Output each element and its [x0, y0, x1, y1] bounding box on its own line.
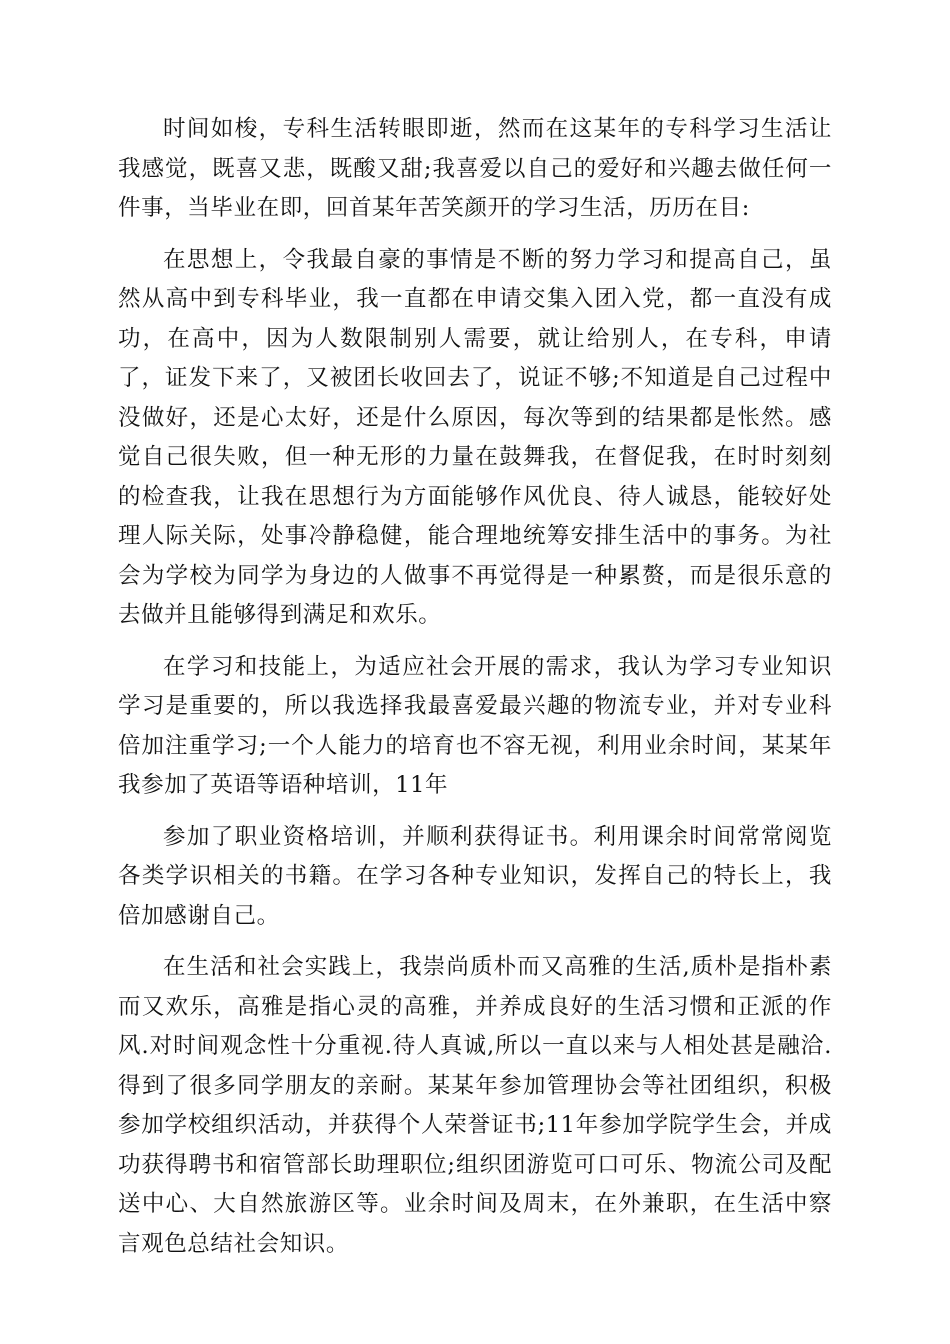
paragraph-certification: 参加了职业资格培训，并顺利获得证书。利用课余时间常常阅览各类学识相关的书籍。在学习各种专业知识，发挥自己的特长上，我倍加感谢自己。 — [118, 823, 832, 929]
document-body — [118, 110, 832, 1276]
paragraph-life-practice: 在生活和社会实践上，我崇尚质朴而又高雅的生活,质朴是指朴素而又欢乐，高雅是指心灵的高雅，并养成良好的生活习惯和正派的作风.对时间观念性十分重视.待人真诚,所以一直以来与人相处甚是融洽.得到了很多同学朋友的亲耐。某某年参加管理协会等社团组织，积极参加学校组织活动，并获得个人荣誉证书;11年参加学院学生会，并成功获得聘书和宿管部长助理职位;组织团游览可口可乐、物流公司及配送中心、大自然旅游区等。业余时间及周末，在外兼职，在生活中察言观色总结社会知识。 — [118, 954, 832, 1257]
paragraph-ideology: 在思想上，令我最自豪的事情是不断的努力学习和提高自己，虽然从高中到专科毕业，我一直都在申请交集入团入党，都一直没有成功，在高中，因为人数限制别人需要，就让给别人，在专科，申请了，证发下来了，又被团长收回去了，说证不够;不知道是自己过程中没做好，还是心太好，还是什么原因，每次等到的结果都是怅然。感觉自己很失败，但一种无形的力量在鼓舞我，在督促我，在时时刻刻的检查我，让我在思想行为方面能够作风优良、待人诚恳，能较好处理人际关际，处事冷静稳健，能合理地统筹安排生活中的事务。为社会为学校为同学为身边的人做事不再觉得是一种累赘，而是很乐意的去做并且能够得到满足和欢乐。 — [118, 246, 832, 628]
paragraph-intro: 时间如梭，专科生活转眼即逝，然而在这某年的专科学习生活让我感觉，既喜又悲，既酸又甜;我喜爱以自己的爱好和兴趣去做任何一件事，当毕业在即，回首某年苦笑颜开的学习生活，历历在目: — [118, 116, 832, 221]
paragraph-study-skills: 在学习和技能上，为适应社会开展的需求，我认为学习专业知识学习是重要的，所以我选择我最喜爱最兴趣的物流专业，并对专业科倍加注重学习;一个人能力的培育也不容无视，利用业余时间，某某年我参加了英语等语种培训，11年 — [118, 653, 832, 798]
